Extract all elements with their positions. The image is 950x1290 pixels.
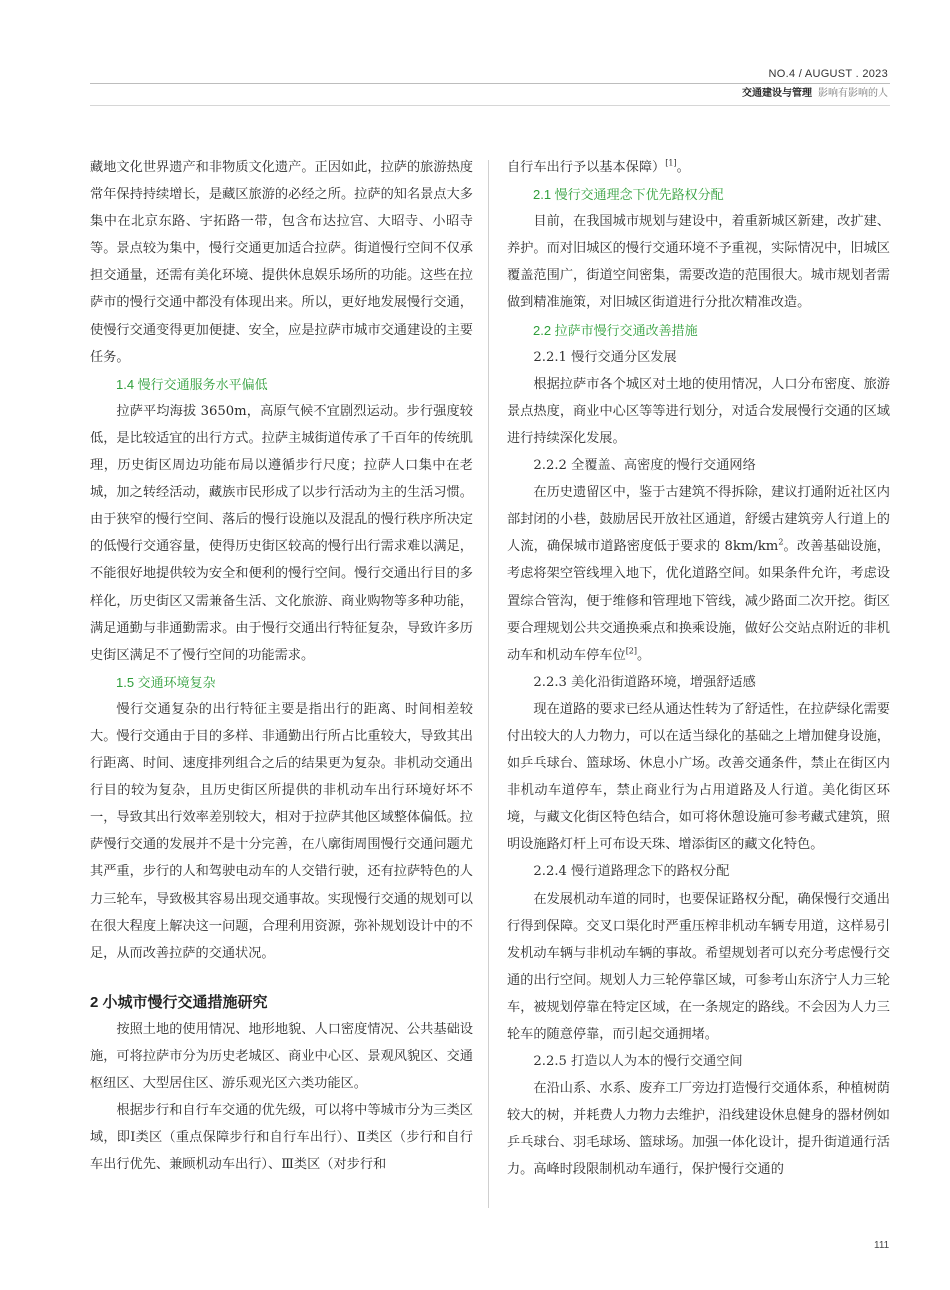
paragraph: 藏地文化世界遗产和非物质文化遗产。正因如此，拉萨的旅游热度常年保持持续增长，是藏区旅游的必经之所。拉萨的知名景点大多集中在北京东路、宇拓路一带，包含布达拉宫、大昭寺、小昭寺等。景点较为集中，慢行交通更加适合拉萨。街道慢行空间不仅承担交通量，还需有美化环境、提供休息娱乐场所的功能。这些在拉萨市的慢行交通中都没有体现出来。所以，更好地发展慢行交通，使慢行交通变得更加便捷、安全，应是拉萨市城市交通建设的主要任务。	[90, 160, 473, 365]
subsection-heading-2-2-5: 2.2.5 打造以人为本的慢行交通空间	[533, 1054, 743, 1070]
paragraph: 根据步行和自行车交通的优先级，可以将中等城市分为三类区域，即Ⅰ类区（重点保障步行和自行车出行）、Ⅱ类区（步行和自行车出行优先、兼顾机动车出行）、Ⅲ类区（对步行和	[90, 1103, 473, 1173]
paragraph: 拉萨平均海拔 3650m，高原气候不宜剧烈运动。步行强度较低，是比较适宜的出行方式。拉萨主城街道传承了千百年的传统肌理，历史街区周边功能布局以遵循步行尺度；拉萨人口集中在老城，加之转经活动，藏族市民形成了以步行活动为主的生活习惯。由于狭窄的慢行空间、落后的慢行设施以及混乱的慢行秩序所决定的低慢行交通容量，使得历史街区较高的慢行出行需求难以满足，不能很好地提供较为安全和便利的慢行空间。慢行交通出行目的多样化，历史街区又需兼备生活、文化旅游、商业购物等多种功能，满足通勤与非通勤需求。由于慢行交通出行特征复杂，导致许多历史街区满足不了慢行空间的功能需求。	[90, 403, 473, 663]
paragraph-text: 自行车出行予以基本保障）	[507, 160, 666, 175]
paragraph-text: 。改善基础设施，考虑将架空管线埋入地下，优化道路空间。如果条件允许，考虑设置综合管沟，便于维修和管理地下管线，减少路面二次开挖。街区要合理规划公共交通换乘点和换乘设施，做好公交站点附近的非机动车和机动车停车位	[507, 539, 890, 663]
subsection-heading-2-2-2: 2.2.2 全覆盖、高密度的慢行交通网络	[533, 458, 756, 474]
citation-ref: [1]	[665, 158, 677, 168]
subsection-heading-2-2-1: 2.2.1 慢行交通分区发展	[533, 349, 677, 365]
paragraph	[507, 154, 890, 181]
subsection-heading-2-2-3: 2.2.3 美化沿街道路环境，增强舒适感	[533, 674, 756, 690]
paragraph-end: 。	[676, 160, 690, 175]
page-number: 111	[874, 1240, 890, 1251]
paragraph: 在沿山系、水系、废弃工厂旁边打造慢行交通体系，种植树荫较大的树，并耗费人力物力去维护，沿线建设休息健身的器材例如乒乓球台、羽毛球场、篮球场。加强一体化设计，提升街道通行活力。高峰时段限制机动车通行，保护慢行交通的	[507, 1081, 890, 1178]
section-heading-2-1: 2.1 慢行交通理念下优先路权分配	[533, 187, 724, 203]
section-heading-1-4: 1.4 慢行交通服务水平偏低	[116, 376, 268, 392]
column-divider	[488, 160, 489, 1208]
journal-name: 交通建设与管理	[742, 88, 812, 99]
right-column	[507, 154, 890, 1184]
paragraph: 目前，在我国城市规划与建设中，着重新城区新建，改扩建、养护。而对旧城区的慢行交通环境不予重视，实际情况中，旧城区覆盖范围广，街道空间密集，需要改造的范围很大。城市规划者需做到精准施策，对旧城区街道进行分批次精准改造。	[507, 214, 890, 311]
paragraph: 在发展机动车道的同时，也要保证路权分配，确保慢行交通出行得到保障。交叉口渠化时严重压榨非机动车辆专用道，这样易引发机动车辆与非机动车辆的事故。希望规划者可以充分考虑慢行交通的出行空间。规划人力三轮停靠区域，可参考山东济宁人力三轮车，被规划停靠在特定区域，在一条规定的路线。不会因为人力三轮车的随意停靠，而引起交通拥堵。	[507, 891, 890, 1042]
superscript: 2	[778, 537, 784, 547]
issue-label: NO.4 / AUGUST . 2023	[768, 68, 888, 80]
header-rule-lower	[90, 105, 890, 106]
paragraph-end: 。	[637, 647, 651, 663]
left-column	[90, 154, 473, 1178]
section-heading-1-5: 1.5 交通环境复杂	[116, 674, 216, 690]
section-heading-2-2: 2.2 拉萨市慢行交通改善措施	[533, 322, 698, 338]
journal-label	[742, 84, 888, 99]
paragraph: 按照土地的使用情况、地形地貌、人口密度情况、公共基础设施，可将拉萨市分为历史老城区、商业中心区、景观风貌区、交通枢纽区、大型居住区、游乐观光区六类功能区。	[90, 1021, 473, 1092]
chapter-heading-2: 2 小城市慢行交通措施研究	[90, 993, 268, 1011]
paragraph: 慢行交通复杂的出行特征主要是指出行的距离、时间相差较大。慢行交通由于目的多样、非通勤出行所占比重较大，导致其出行距离、时间、速度排列组合之后的结果更为复杂。非机动交通出行目的较为复杂，且历史街区所提供的非机动车出行环境好坏不一，导致其出行效率差别较大，相对于拉萨其他区域整体偏低。拉萨慢行交通的发展并不是十分完善，在八廓街周围慢行交通问题尤其严重，步行的人和驾驶电动车的人交错行驶，还有拉萨特色的人力三轮车，导致极其容易出现交通事故。实现慢行交通的规划可以在很大程度上解决这一问题，合理利用资源，弥补规划设计中的不足，从而改善拉萨的交通状况。	[90, 701, 473, 961]
paragraph: 现在道路的要求已经从通达性转为了舒适性，在拉萨绿化需要付出较大的人力物力，可以在适当绿化的基础之上增加健身设施，如乒乓球台、篮球场、休息小广场。改善交通条件，禁止在街区内非机动车道停车，禁止商业行为占用道路及人行道。美化街区环境，与藏文化街区特色结合，如可将休憩设施可参考藏式建筑，照明设施路灯杆上可布设天珠、增添街区的藏文化特色。	[507, 701, 890, 853]
paragraph-text: 在历史遗留区中，鉴于古建筑不得拆除，建议打通附近社区内部封闭的小巷，鼓励居民开放社区通道，舒缓古建筑旁人行道上的人流，确保城市道路密度低于要求的 8km/km	[507, 485, 890, 555]
citation-ref: [2]	[625, 646, 638, 656]
spacer	[90, 967, 473, 989]
journal-slogan: 影响有影响的人	[818, 88, 888, 99]
paragraph	[507, 479, 890, 669]
subsection-heading-2-2-4: 2.2.4 慢行道路理念下的路权分配	[533, 864, 730, 880]
paragraph: 根据拉萨市各个城区对土地的使用情况，人口分布密度、旅游景点热度，商业中心区等等进行划分，对适合发展慢行交通的区域进行持续深化发展。	[507, 376, 890, 446]
